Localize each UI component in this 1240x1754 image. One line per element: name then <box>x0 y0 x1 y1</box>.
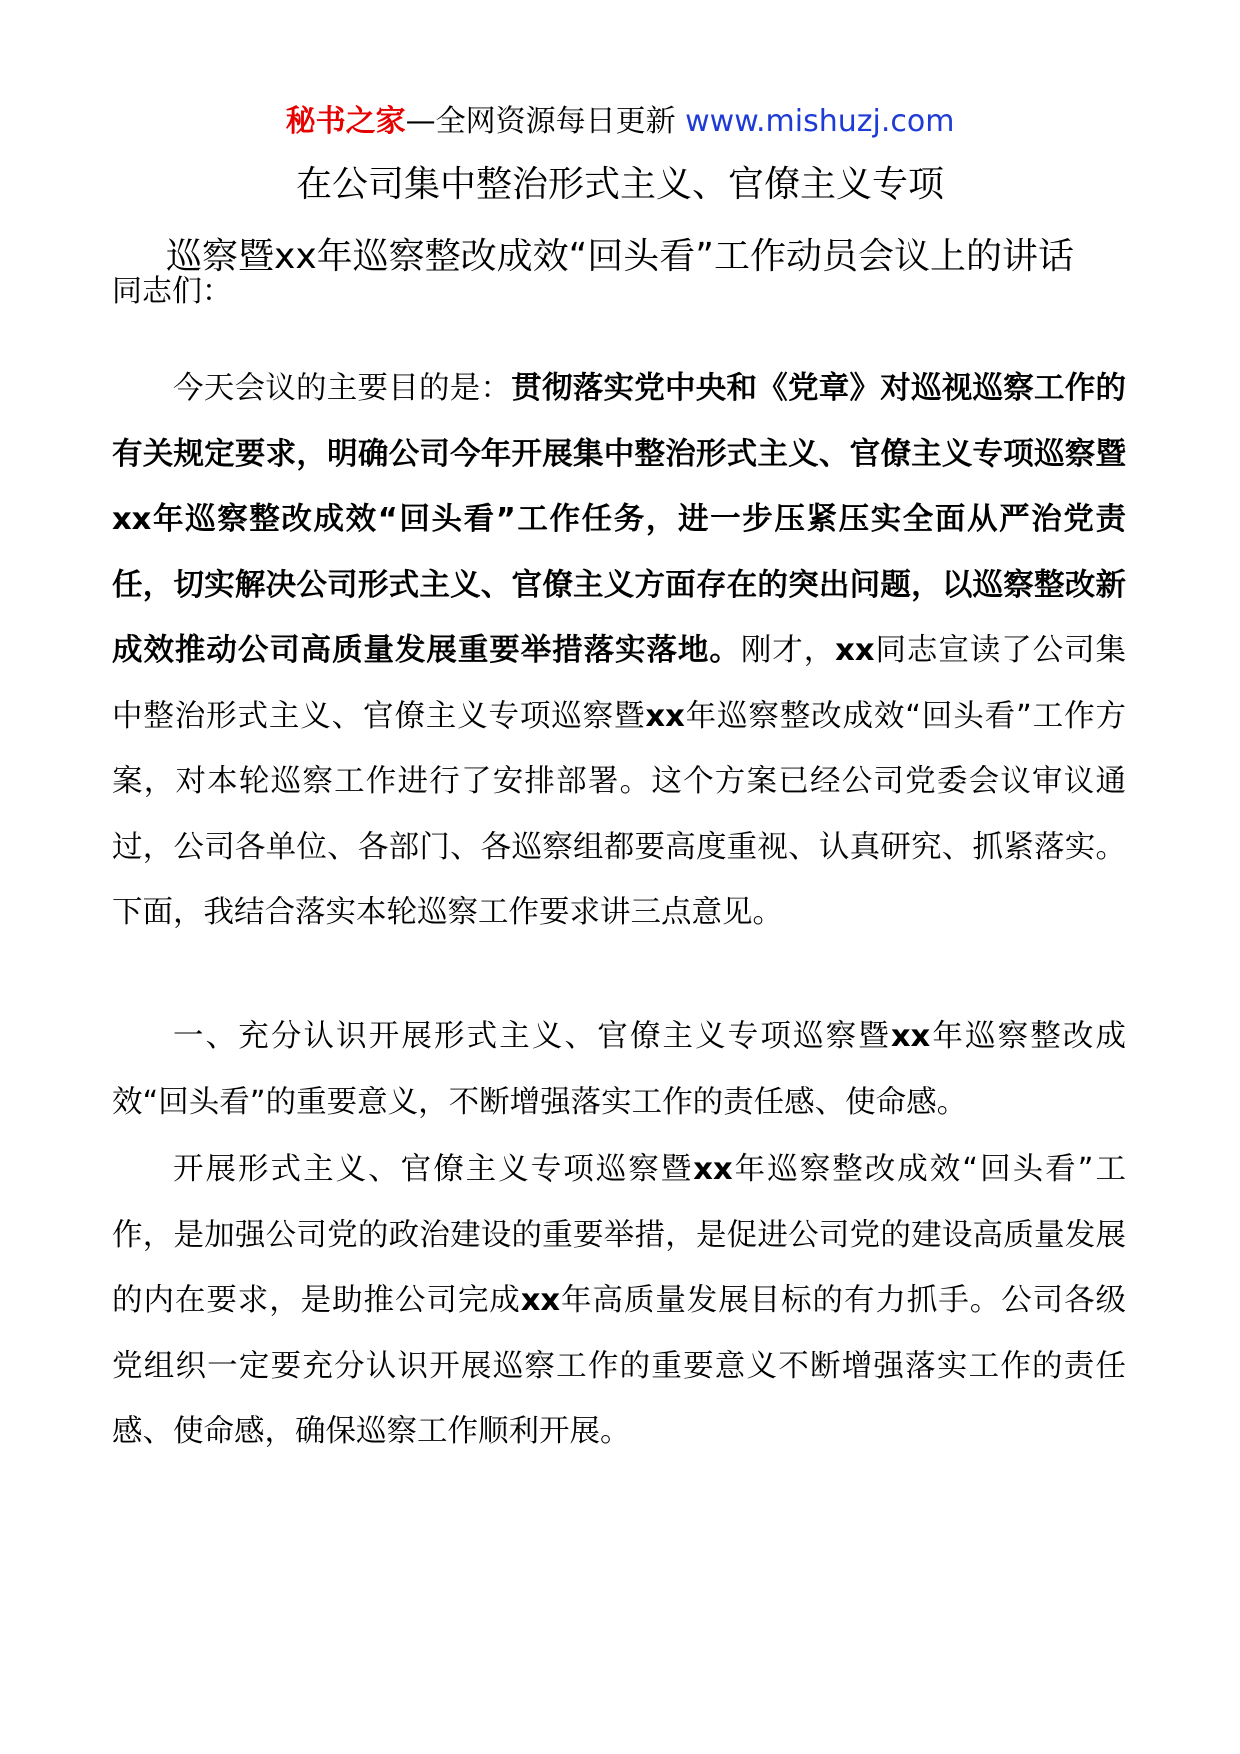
paragraph-1-key-purpose: 贯彻落实党中央和《党章》对巡视巡察工作的有关规定要求，明确公司今年开展集中整治形式主义、官僚主义专项巡察暨xx年巡察整改成效“回头看”工作任务，进一步压紧压实全面从严治党责任，切实解决公司形式主义、官僚主义方面存在的突出问题，以巡察整改新成效推动公司高质量发展重要举措落实落地。 <box>112 371 1126 668</box>
header-slogan: —全网资源每日更新 <box>405 104 686 139</box>
salutation: 同志们： <box>112 274 232 309</box>
paragraph-3-text-c: 年高质量发展目标的有力抓手。公司各级党组织一定要充分认识开展巡察工作的重要意义不断增强落实工作的责任感、使命感，确保巡察工作顺利开展。 <box>112 1283 1127 1449</box>
section-heading-1-xx: xx <box>890 1019 931 1054</box>
document-title-line-1: 在公司集中整治形式主义、官僚主义专项 <box>295 164 944 205</box>
paragraph-3-xx: xx <box>693 1152 733 1187</box>
paragraph-1-xx-2: xx <box>645 698 685 734</box>
paragraph-1-lead: 今天会议的主要目的是： <box>173 371 512 406</box>
page-header <box>0 100 1240 144</box>
section-heading-1-text-b: 年巡察整改成效“回头看”的重要意义，不断增强落实工作的责任感、使命感。 <box>112 1019 1126 1120</box>
paragraph-3-xx-2: xx <box>520 1283 561 1318</box>
paragraph-1-text-b: 同志宣读了公司集中整治形式主义、官僚主义专项巡察暨 <box>112 633 1127 734</box>
paragraph-1-text-a: 刚才， <box>740 633 836 668</box>
paragraph-3-text-a: 开展形式主义、官僚主义专项巡察暨 <box>173 1152 694 1187</box>
paragraph-1-xx: xx <box>835 633 875 668</box>
paragraph-1 <box>112 356 1126 946</box>
section-heading-1-text-a: 一、充分认识开展形式主义、官僚主义专项巡察暨 <box>173 1019 891 1054</box>
header-url: www.mishuzj.com <box>685 104 955 139</box>
paragraph-1-text-c: 年巡察整改成效“回头看”工作方案，对本轮巡察工作进行了安排部署。这个方案已经公司党委会议审议通过，公司各单位、各部门、各巡察组都要高度重视、认真研究、抓紧落实。下面，我结合落实本轮巡察工作要求讲三点意见。 <box>112 698 1126 930</box>
brand-name: 秘书之家 <box>285 104 406 139</box>
section-heading-1 <box>112 1004 1126 1135</box>
paragraph-3 <box>112 1137 1126 1465</box>
paragraph-3-text-b: 年巡察整改成效“回头看”工作，是加强公司党的政治建设的重要举措，是促进公司党的建设高质量发展的内在要求，是助推公司完成 <box>112 1152 1126 1318</box>
document-title-line-2: 巡察暨xx年巡察整改成效“回头看”工作动员会议上的讲话 <box>166 236 1074 277</box>
